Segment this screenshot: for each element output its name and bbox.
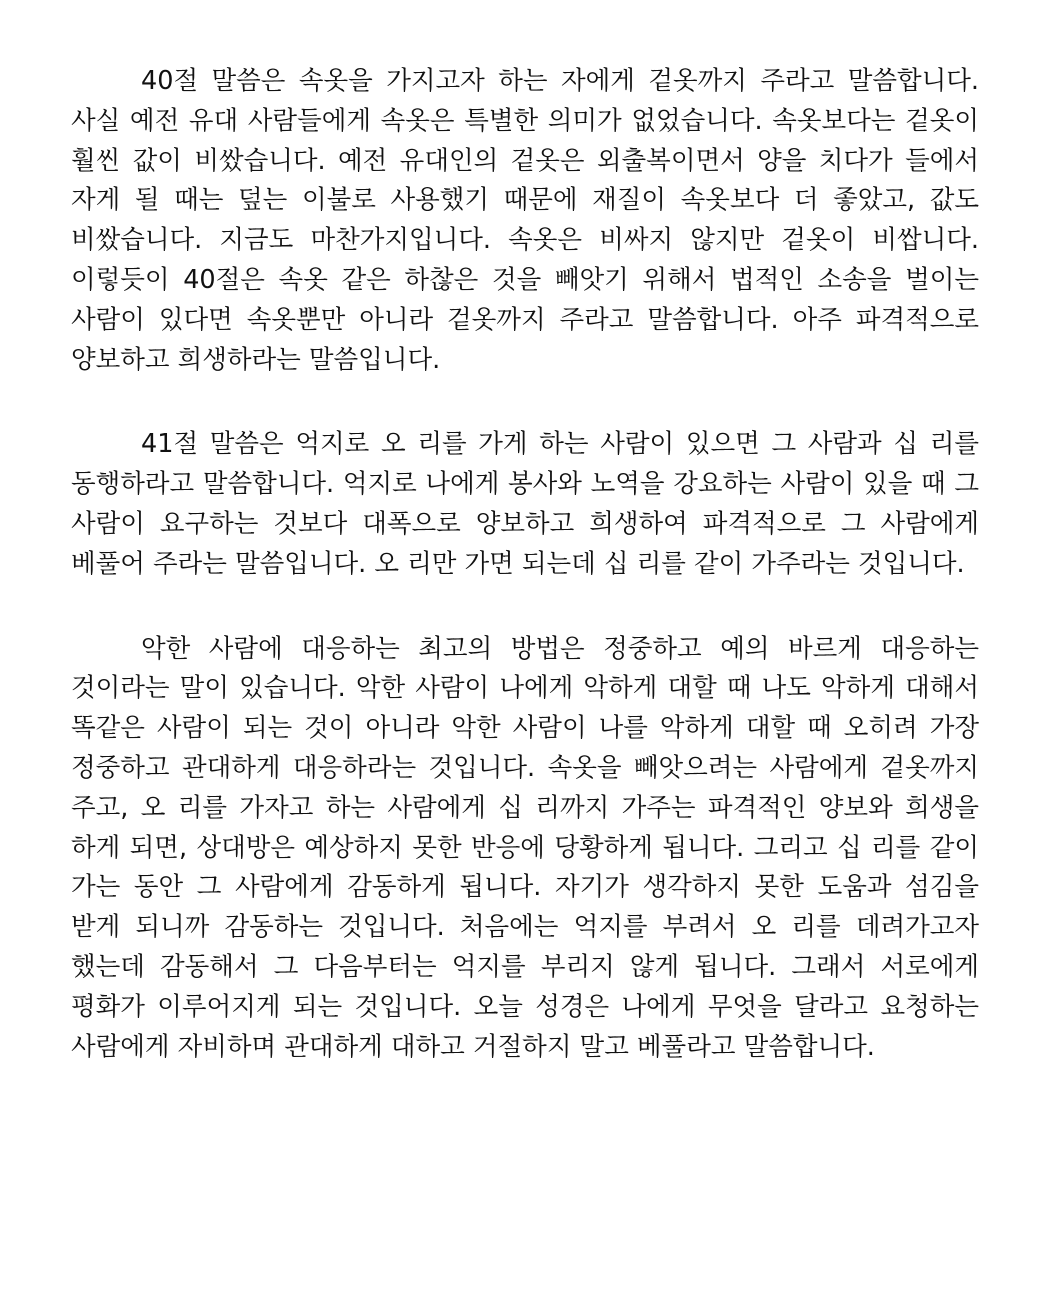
paragraph-response-to-evil: 악한 사람에 대응하는 최고의 방법은 정중하고 예의 바르게 대응하는 것이라는 말이 있습니다. 악한 사람이 나에게 악하게 대할 때 나도 악하게 대해서 똑같은 사람이 되는 것이 아니라 악한 사람이 나를 악하게 대할 때 오히려 가장 정중하고 관대하게 대응하라는 것입니다. 속옷을 빼앗으려는 사람에게 겉옷까지 주고, 오 리를 가자고 하는 사람에게 십 리까지 가주는 파격적인 양보와 희생을 하게 되면, 상대방은 예상하지 못한 반응에 당황하게 됩니다. 그리고 십 리를 같이 가는 동안 그 사람에게 감동하게 됩니다. 자기가 생각하지 못한 도움과 섬김을 받게 되니까 감동하는 것입니다. 처음에는 억지를 부려서 오 리를 데려가고자 했는데 감동해서 그 다음부터는 억지를 부리지 않게 됩니다. 그래서 서로에게 평화가 이루어지게 되는 것입니다. 오늘 성경은 나에게 무엇을 달라고 요청하는 사람에게 자비하며 관대하게 대하고 거절하지 말고 베풀라고 말씀합니다.	[71, 633, 979, 1062]
paragraph-verse-40: 40절 말씀은 속옷을 가지고자 하는 자에게 겉옷까지 주라고 말씀합니다. 사실 예전 유대 사람들에게 속옷은 특별한 의미가 없었습니다. 속옷보다는 겉옷이 훨씬 값이 비쌌습니다. 예전 유대인의 겉옷은 외출복이면서 양을 치다가 들에서 자게 될 때는 덮는 이불로 사용했기 때문에 재질이 속옷보다 더 좋았고, 값도 비쌌습니다. 지금도 마찬가지입니다. 속옷은 비싸지 않지만 겉옷이 비쌉니다. 이렇듯이 40절은 속옷 같은 하찮은 것을 빼앗기 위해서 법적인 소송을 벌이는 사람이 있다면 속옷뿐만 아니라 겉옷까지 주라고 말씀합니다. 아주 파격적으로 양보하고 희생하라는 말씀입니다.	[71, 66, 979, 375]
paragraph-verse-41: 41절 말씀은 억지로 오 리를 가게 하는 사람이 있으면 그 사람과 십 리를 동행하라고 말씀합니다. 억지로 나에게 봉사와 노역을 강요하는 사람이 있을 때 그 사람이 요구하는 것보다 대폭으로 양보하고 희생하여 파격적으로 그 사람에게 베풀어 주라는 말씀입니다. 오 리만 가면 되는데 십 리를 같이 가주라는 것입니다.	[71, 429, 979, 579]
